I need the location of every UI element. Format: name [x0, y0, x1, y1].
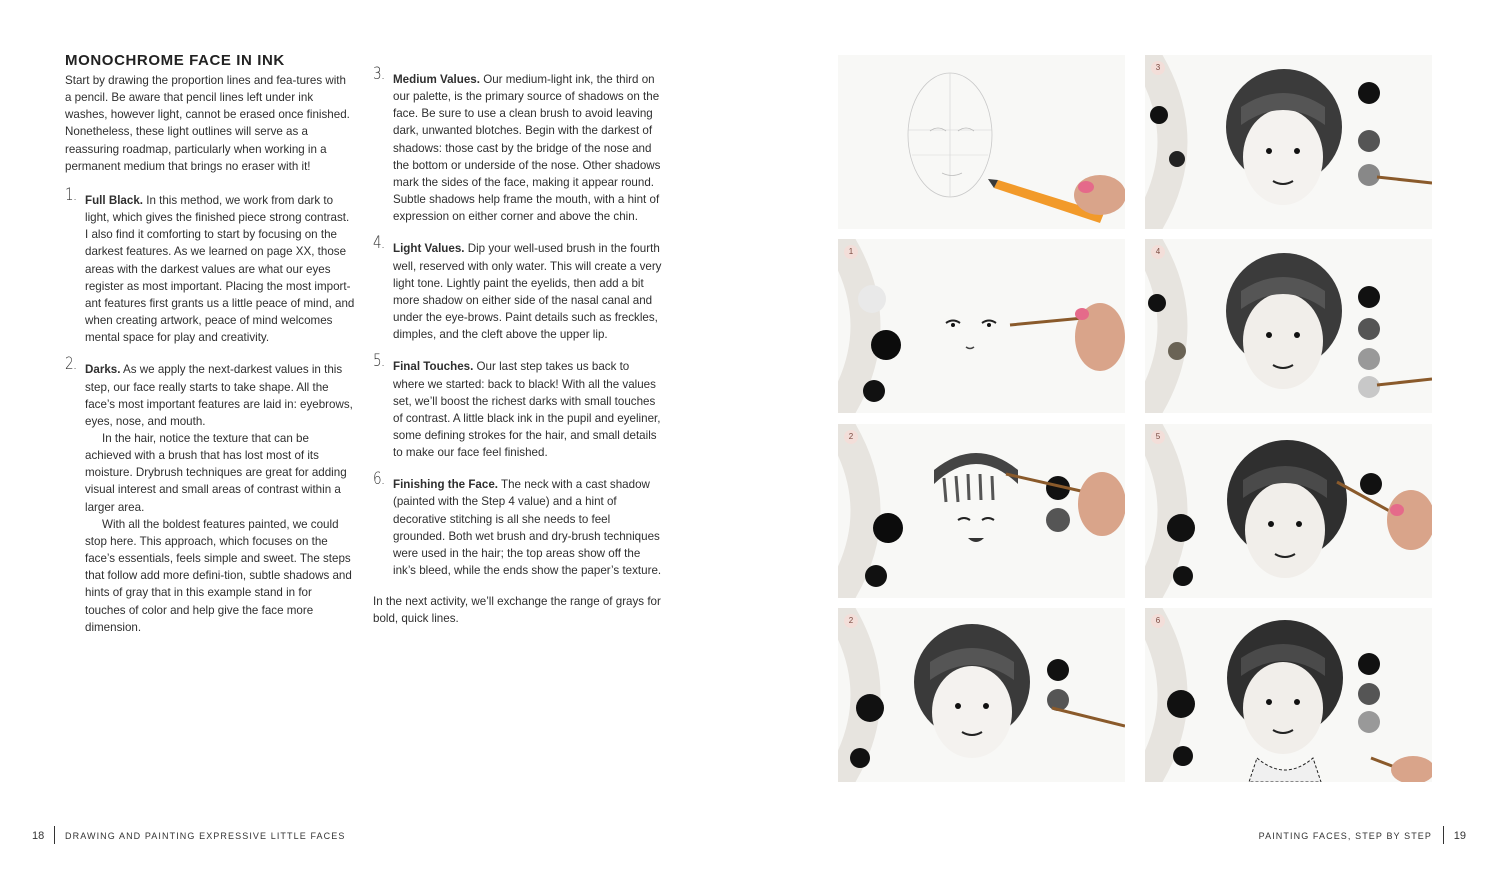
step-2	[65, 354, 355, 636]
finishing-face-illustration	[1145, 608, 1432, 782]
page-number-left: 18	[32, 830, 45, 842]
photo-step-6	[1145, 608, 1432, 782]
closing-paragraph: In the next activity, we’ll exchange the range of grays for bold, quick lines.	[373, 595, 661, 626]
photo-step-3	[1145, 55, 1432, 229]
pencil-sketch-illustration	[838, 55, 1125, 229]
step-text: In this method, we work from dark to light, which gives the finished piece strong contrast. I also find it comforting to start by focusing on the darkest features. As we learned on page XX, those areas with the darkest values are what our eyes register as most important. Placing the most import-ant features first grants us a little peace of mind, and when creating artwork, peace of mind welcomes mental space for play and creativity.	[85, 193, 355, 345]
left-text-column	[65, 51, 355, 651]
footer-divider	[54, 826, 55, 844]
middle-text-column	[373, 64, 663, 628]
page-title: MONOCHROME FACE IN INK	[65, 52, 285, 69]
step-number: 5.	[373, 351, 385, 372]
step-heading: Light Values.	[393, 242, 465, 256]
step-badge: 6	[1151, 614, 1165, 628]
step-heading: Full Black.	[85, 193, 143, 207]
step-number: 3.	[373, 64, 385, 84]
step-text: As we apply the next-darkest values in this step, our face really starts to take shape. All the face’s most important features are laid in: eyebrows, eyes, nose, and mouth.	[85, 363, 353, 428]
step-3	[373, 64, 663, 225]
step-number: 6.	[373, 469, 385, 490]
step-number: 4.	[373, 233, 385, 254]
step-heading: Medium Values.	[393, 73, 480, 86]
photo-pencil-sketch	[838, 55, 1125, 229]
running-head-right: PAINTING FACES, STEP BY STEP	[1258, 831, 1432, 841]
step-heading: Darks.	[85, 363, 121, 377]
light-values-illustration	[1145, 239, 1432, 413]
step-5	[373, 351, 663, 461]
step-6	[373, 469, 663, 579]
step-text: The neck with a cast shadow (painted with the Step 4 value) and a hint of decorative stitching is all she needs to feel grounded. Both wet brush and dry-brush techniques were used in the hair; the top areas show off the ink’s bleed, while the ends show the paper’s texture.	[393, 478, 662, 578]
full-black-illustration	[838, 239, 1125, 413]
step-paragraph: In the hair, notice the texture that can be achieved with a brush that has lost most of its moisture. Drybrush techniques are great for adding visual interest and small areas of contrast within a larger area.	[85, 431, 347, 514]
step-text: Dip your well-used brush in the fourth well, reserved with only water. This will create a very light tone. Lightly paint the eyelids, then add a bit more shadow on either side of the nasal canal and under the eye-brows. Paint details such as freckles, dimples, and the cleft above the upper lip.	[393, 242, 662, 342]
footer-divider	[1443, 826, 1444, 844]
step-badge: 2	[844, 430, 858, 444]
step-number: 2.	[65, 354, 77, 375]
step-text: Our medium-light ink, the third on our palette, is the primary source of shadows on the face. Be sure to use a clean brush to avoid leaving dark, unwanted blotches. Begin with the darkest of shadows: those cast by the bridge of the nose and the bottom or underside of the nose. Other shadows mark the sides of the face, making it appear round. Subtle shadows help frame the mouth, with a hint of expression on either corner and above the chin.	[393, 73, 661, 224]
step-badge: 3	[1151, 61, 1165, 75]
step-4	[373, 233, 663, 343]
page-number-right: 19	[1453, 830, 1466, 842]
photo-step-4	[1145, 239, 1432, 413]
step-heading: Finishing the Face.	[393, 478, 499, 492]
photo-step-5	[1145, 424, 1432, 598]
medium-values-illustration	[1145, 55, 1432, 229]
photo-step-2a	[838, 424, 1125, 598]
step-badge: 5	[1151, 430, 1165, 444]
photo-step-1	[838, 239, 1125, 413]
photo-step-2b	[838, 608, 1125, 782]
step-text: Our last step takes us back to where we started: back to black! With all the values set, we’ll boost the richest darks with small touches of contrast. A little black ink in the pupil and eyeliner, some defining strokes for the hair, and small details to make our face feel finished.	[393, 360, 661, 460]
step-number: 1.	[65, 184, 77, 205]
step-badge: 4	[1151, 245, 1165, 259]
final-touches-illustration	[1145, 424, 1432, 598]
darks-illustration	[838, 424, 1125, 598]
step-badge: 2	[844, 614, 858, 628]
step-badge: 1	[844, 245, 858, 259]
footer-left	[32, 826, 432, 846]
intro-paragraph: Start by drawing the proportion lines and fea-tures with a pencil. Be aware that pencil lines left under ink washes, however light, cannot be erased once finished. Nonetheless, these light outlines will serve as a reassuring roadmap, particularly when working in a permanent medium that brings no eraser with it!	[65, 74, 350, 173]
step-paragraph: With all the boldest features painted, we could stop here. This approach, which focuses on the face’s essentials, feels simple and sweet. The steps that follow add more defini-tion, subtle shadows and hints of gray that in this example stand in for touches of color and help give the face more dimension.	[85, 517, 352, 634]
step-1	[65, 184, 355, 346]
footer-right	[1180, 826, 1470, 846]
step-heading: Final Touches.	[393, 360, 474, 374]
running-head-left: DRAWING AND PAINTING EXPRESSIVE LITTLE FACES	[65, 831, 346, 841]
darks-alt-illustration	[838, 608, 1125, 782]
